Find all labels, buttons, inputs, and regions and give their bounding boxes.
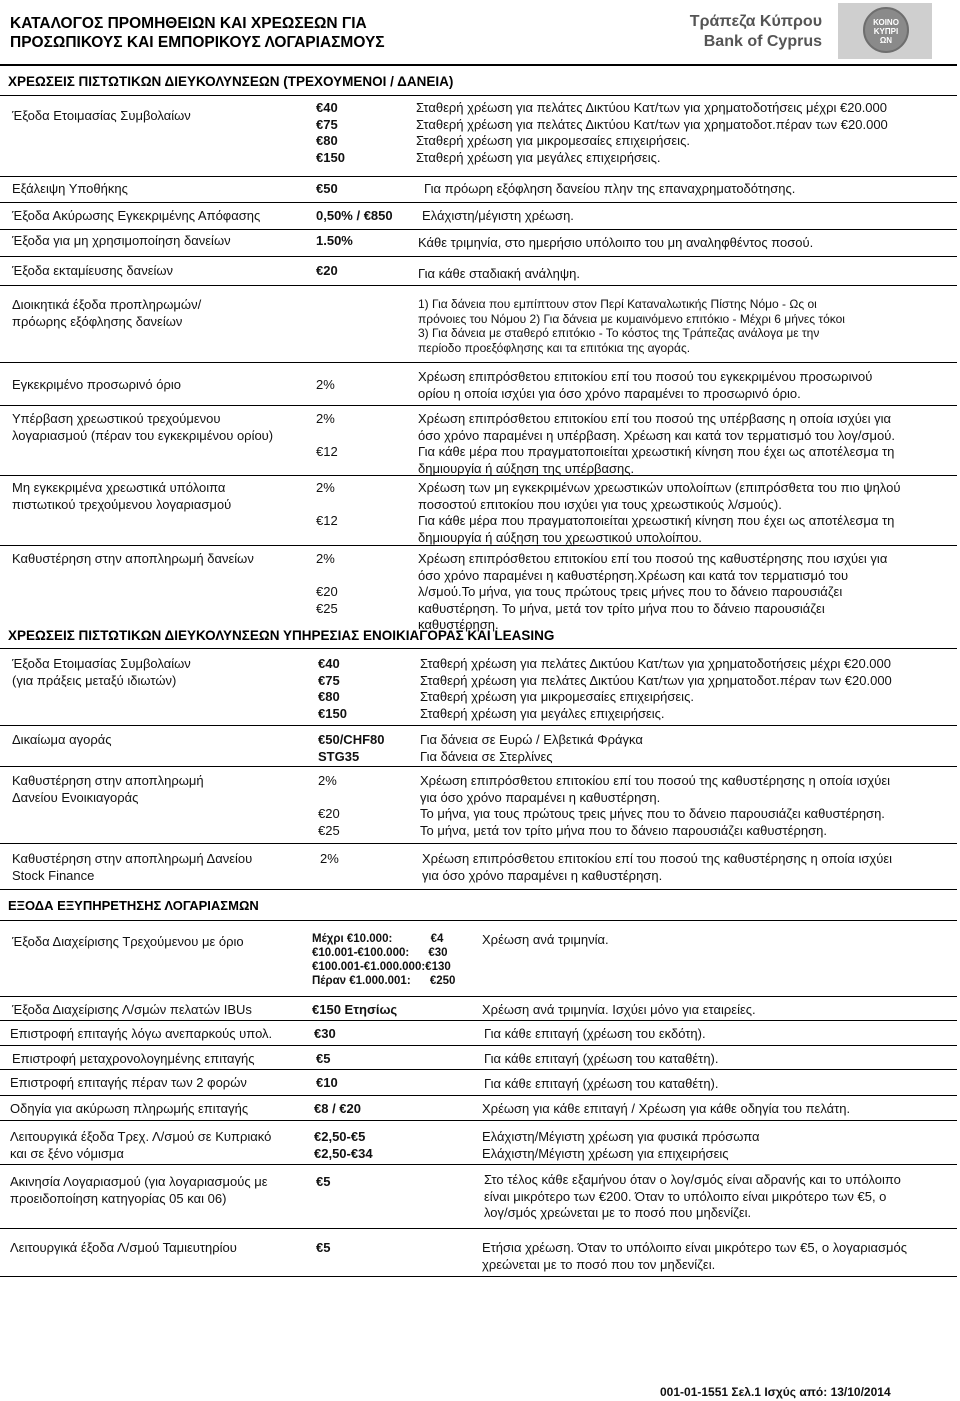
- amount-line: €20: [318, 806, 340, 821]
- fee-description: [484, 1076, 719, 1093]
- fee-label-line: Επιστροφή επιταγής πέραν των 2 φορών: [10, 1075, 247, 1090]
- amount-line: [316, 568, 338, 585]
- desc-line: όσο χρόνο παραμένει η καθυστέρηση.Χρέωση και κατά τον τερματισμό του: [418, 567, 849, 583]
- fee-description: [482, 1240, 954, 1273]
- fee-amount: [316, 233, 353, 250]
- fee-label-line: Μη εγκεκριμένα χρεωστικά υπόλοιπα: [12, 480, 226, 495]
- fee-amount: [314, 1101, 361, 1118]
- amount-line: [318, 790, 340, 807]
- fee-amount: [316, 1240, 330, 1257]
- amount-line: €30: [314, 1026, 336, 1041]
- amount-line: €40: [318, 656, 340, 671]
- row-divider: [0, 229, 957, 230]
- amount-line: €12: [316, 513, 338, 528]
- amount-line: €40: [316, 100, 338, 115]
- fee-label-line: Επιστροφή επιταγής λόγω ανεπαρκούς υπολ.: [10, 1026, 273, 1041]
- fee-description: [482, 932, 609, 949]
- amount-line: 2%: [316, 551, 335, 566]
- amount-line: €80: [316, 133, 338, 148]
- fee-label: [10, 1075, 247, 1092]
- fee-label-line: Έξοδα Ετοιμασίας Συμβολαίων: [12, 108, 191, 123]
- row-divider: [0, 766, 957, 767]
- desc-line: 1) Για δάνεια που εμπίπτουν στον Περί Καταναλωτικής Πίστης Νόμο - Ως οι: [418, 297, 817, 311]
- amount-line: €150 Ετησίως: [312, 1002, 398, 1017]
- amount-line: €10: [316, 1075, 338, 1090]
- fee-description: [416, 100, 888, 166]
- amount-line: €8 / €20: [314, 1101, 361, 1116]
- footer-page: Σελ.1: [731, 1385, 761, 1399]
- amount-line: 2%: [316, 411, 335, 426]
- row-divider: [0, 362, 957, 363]
- fee-label-line: Έξοδα Ετοιμασίας Συμβολαίων: [12, 656, 191, 671]
- fee-label: [12, 551, 254, 568]
- fee-label-line: Stock Finance: [12, 867, 95, 883]
- desc-line: Για κάθε επιταγή (χρέωση του εκδότη).: [484, 1026, 706, 1041]
- row-divider: [0, 1020, 957, 1021]
- fee-amount: [316, 1075, 338, 1092]
- desc-line: δημιουργία ή αύξηση του χρεωστικού υπολοίπου.: [418, 529, 702, 545]
- fee-label: [12, 263, 173, 280]
- amount-line: €75: [318, 672, 340, 688]
- desc-line: Χρέωση για κάθε επιταγή / Χρέωση για κάθε οδηγία του πελάτη.: [482, 1101, 851, 1116]
- fee-label: [10, 1174, 268, 1207]
- desc-line: για όσο χρόνο παραμένει η καθυστέρηση.: [422, 867, 663, 883]
- amount-line: STG35: [318, 748, 360, 764]
- amount-line: €25: [318, 822, 340, 838]
- fee-amount: [316, 551, 338, 617]
- desc-line: καθυστέρηση.: [418, 617, 499, 632]
- fee-label-line: πρόωρης εξόφλησης δανείων: [12, 313, 183, 329]
- row-divider: [0, 95, 957, 96]
- fee-description: [422, 851, 892, 884]
- desc-line: λ/σμού.Το μήνα, για τους πρώτους τρεις μήνες που το δάνειο παρουσιάζει: [418, 584, 843, 599]
- row-divider: [0, 285, 957, 286]
- fee-amount: [316, 480, 338, 530]
- desc-line: Χρέωση επιπρόσθετου επιτοκίου επί του ποσού του εγκεκριμένου προσωρινού: [418, 369, 873, 384]
- amount-line: €80: [318, 689, 340, 704]
- fee-label-line: Υπέρβαση χρεωστικού τρεχούμενου: [12, 411, 221, 426]
- desc-line: χρεώνεται με το ποσό που τον μηδενίζει.: [482, 1256, 716, 1272]
- desc-line: λογ/σμός χρεώνεται με το ποσό που μηδενίζει.: [484, 1205, 752, 1220]
- fee-label: [12, 108, 191, 125]
- fee-amount: [316, 1051, 330, 1068]
- desc-line: Χρέωση επιπρόσθετου επιτοκίου επί του ποσού της καθυστέρησης που ισχύει για: [418, 551, 888, 566]
- desc-line: Χρέωση επιπρόσθετου επιτοκίου επί του ποσού της καθυστέρησης η οποία ισχύει: [422, 851, 892, 866]
- fee-amount: [316, 100, 345, 166]
- desc-line: Σταθερή χρέωση για πελάτες Δικτύου Κατ/των για χρηματοδοτ.πέραν των €20.000: [420, 672, 892, 688]
- row-divider: [0, 1045, 957, 1046]
- desc-line: Για κάθε σταδιακή ανάληψη.: [418, 266, 580, 281]
- fee-label: [12, 934, 244, 951]
- row-divider: [0, 545, 957, 546]
- row-divider: [0, 405, 957, 406]
- fee-description: [484, 1026, 706, 1043]
- fee-label: [10, 1240, 237, 1257]
- row-divider: [0, 843, 957, 844]
- fee-label-line: Έξοδα εκταμίευσης δανείων: [12, 263, 174, 278]
- desc-line: Για κάθε μέρα που πραγματοποιείται χρεωστική κίνηση που έχει ως αποτέλεσμα τη: [418, 513, 895, 528]
- fee-label: [12, 297, 201, 330]
- footer-ref: 001-01-1551: [660, 1385, 729, 1399]
- fee-label-line: Έξοδα Διαχείρισης Λ/σμών πελατών IBUs: [12, 1002, 252, 1017]
- desc-line: ποσοστού επιτοκίου που ισχύει για τους χρεωστικούς λ/σμούς).: [418, 496, 782, 512]
- section-title: ΧΡΕΩΣΕΙΣ ΠΙΣΤΩΤΙΚΩΝ ΔΙΕΥΚΟΛΥΝΣΕΩΝ (ΤΡΕΧΟΥΜΕΝΟΙ / ΔΑΝΕΙΑ): [8, 74, 454, 89]
- fee-amount: [316, 411, 338, 461]
- desc-line: Για πρόωρη εξόφληση δανείου πλην της επαναχρηματοδότησης.: [424, 181, 796, 196]
- title-line: ΠΡΟΣΩΠΙΚΟΥΣ ΚΑΙ ΕΜΠΟΡΙΚΟΥΣ ΛΟΓΑΡΙΑΣΜΟΥΣ: [10, 34, 385, 51]
- fee-description: [418, 551, 888, 632]
- fee-amount: [316, 263, 338, 280]
- amount-line: [316, 428, 338, 445]
- amount-line: 2%: [316, 377, 335, 392]
- desc-line: Χρέωση ανά τριμηνία.: [482, 932, 609, 947]
- fee-label: [10, 1101, 248, 1118]
- row-divider: [0, 920, 957, 921]
- fee-label-line: Οδηγία για ακύρωση πληρωμής επιταγής: [10, 1101, 249, 1116]
- fee-description: [418, 266, 580, 283]
- desc-line: Σταθερή χρέωση για μεγάλες επιχειρήσεις.: [420, 705, 665, 721]
- fee-label: [12, 851, 252, 884]
- fee-label: [12, 656, 191, 689]
- desc-line: Για δάνεια σε Στερλίνες: [420, 748, 553, 764]
- desc-line: δημιουργία ή αύξηση της υπέρβασης.: [418, 460, 635, 476]
- fee-amount: [318, 773, 340, 839]
- desc-line: περίοδο προεξόφλησης και τα επιτόκια της αγοράς.: [418, 340, 691, 355]
- amount-line: €50/CHF80: [318, 732, 385, 747]
- desc-line: Σταθερή χρέωση για μικρομεσαίες επιχειρήσεις.: [416, 133, 690, 148]
- amount-line: €5: [316, 1051, 331, 1066]
- amount-line: €150: [318, 705, 347, 721]
- bank-logo: [838, 3, 932, 59]
- fee-label-line: (για πράξεις μεταξύ ιδιωτών): [12, 672, 177, 688]
- fee-description: [484, 1172, 901, 1222]
- footer-valid-from: Ισχύς από: 13/10/2014: [764, 1385, 891, 1399]
- fee-label-line: Έξοδα Ακύρωσης Εγκεκριμένης Απόφασης: [12, 208, 261, 223]
- amount-line: €25: [316, 600, 338, 616]
- fee-label: [10, 1129, 271, 1162]
- amount-line: 1.50%: [316, 233, 353, 248]
- amount-line: €10.001-€100.000: €30: [312, 947, 448, 959]
- row-divider: [0, 475, 957, 476]
- fee-label-line: Λειτουργικά έξοδα Λ/σμού Ταμιευτηρίου: [10, 1240, 237, 1255]
- fee-label-line: Δικαίωμα αγοράς: [12, 732, 112, 747]
- desc-line: ορίου η οποία ισχύει για όσο χρόνο παραμένει το προσωρινό όριο.: [418, 385, 801, 401]
- amount-line: 2%: [316, 480, 335, 495]
- logo-coin-icon: [863, 7, 909, 53]
- desc-line: Χρέωση ανά τριμηνία. Ισχύει μόνο για εταιρείες.: [482, 1002, 756, 1017]
- fee-amount: [316, 377, 335, 394]
- desc-line: Για δάνεια σε Ευρώ / Ελβετικά Φράγκα: [420, 732, 643, 747]
- fee-label: [12, 411, 273, 444]
- fee-description: [418, 369, 872, 402]
- desc-line: Σταθερή χρέωση για πελάτες Δικτύου Κατ/των για χρηματοδοτήσεις μέχρι €20.000: [420, 656, 891, 671]
- row-divider: [0, 996, 957, 997]
- fee-label: [12, 732, 112, 749]
- desc-line: Χρέωση των μη εγκεκριμένων χρεωστικών υπολοίπων (επιπρόσθετα του πιο ψηλού: [418, 480, 901, 495]
- amount-line: €75: [316, 116, 338, 132]
- desc-line: για όσο χρόνο παραμένει η καθυστέρηση.: [420, 789, 661, 805]
- section-title: ΧΡΕΩΣΕΙΣ ΠΙΣΤΩΤΙΚΩΝ ΔΙΕΥΚΟΛΥΝΣΕΩΝ ΥΠΗΡΕΣΙΑΣ ΕΝΟΙΚΙΑΓΟΡΑΣ ΚΑΙ LEASING: [8, 628, 555, 643]
- header-divider: [0, 64, 957, 66]
- fee-description: [482, 1101, 850, 1118]
- amount-line: €2,50-€34: [314, 1145, 373, 1161]
- title-line: ΚΑΤΑΛΟΓΟΣ ΠΡΟΜΗΘΕΙΩΝ ΚΑΙ ΧΡΕΩΣΕΩΝ ΓΙΑ: [10, 15, 367, 32]
- amount-line: €100.001-€1.000.000:€130: [312, 961, 451, 973]
- desc-line: Χρέωση επιπρόσθετου επιτοκίου επί του ποσού της υπέρβασης η οποία ισχύει για: [418, 411, 892, 426]
- amount-line: Μέχρι €10.000: €4: [312, 933, 444, 945]
- fee-amount: [314, 1026, 336, 1043]
- amount-line: €20: [316, 584, 338, 599]
- desc-line: Σταθερή χρέωση για μικρομεσαίες επιχειρήσεις.: [420, 689, 694, 704]
- fee-description: [420, 732, 643, 765]
- desc-line: Ελάχιστη/Μέγιστη χρέωση για επιχειρήσεις: [482, 1145, 729, 1161]
- section-title: ΕΞΟΔΑ ΕΞΥΠΗΡΕΤΗΣΗΣ ΛΟΓΑΡΙΑΣΜΩΝ: [8, 898, 259, 913]
- amount-line: €2,50-€5: [314, 1129, 366, 1144]
- fee-label-line: Εγκεκριμένο προσωρινό όριο: [12, 377, 182, 392]
- desc-line: Σταθερή χρέωση για πελάτες Δικτύου Κατ/των για χρηματοδοτήσεις μέχρι €20.000: [416, 100, 887, 115]
- fee-description: [424, 181, 795, 198]
- desc-line: Ετήσια χρέωση. Όταν το υπόλοιπο είναι μικρότερο των €5, ο λογαριασμός: [482, 1240, 908, 1255]
- desc-line: Για κάθε επιταγή (χρέωση του καταθέτη).: [484, 1076, 719, 1091]
- fee-label-line: Επιστροφή μεταχρονολογημένης επιταγής: [12, 1051, 255, 1066]
- fee-label-line: Έξοδα για μη χρησιμοποίηση δανείων: [12, 233, 231, 248]
- fee-label: [12, 1051, 255, 1068]
- fee-label-line: Καθυστέρηση στην αποπληρωμή δανείων: [12, 551, 254, 566]
- fee-amount: [314, 1129, 373, 1162]
- amount-line: €5: [316, 1240, 331, 1255]
- fee-description: [418, 411, 895, 477]
- amount-line: Πέραν €1.000.001: €250: [312, 975, 456, 987]
- desc-line: Κάθε τριμηνία, στο ημερήσιο υπόλοιπο του μη αναληφθέντος ποσού.: [418, 235, 814, 250]
- desc-line: είναι μικρότερο των €200. Όταν το υπόλοιπο είναι μικρότερο των €5, ο: [484, 1188, 887, 1204]
- fee-description: [420, 773, 890, 839]
- fee-label-line: λογαριασμού (πέραν του εγκεκριμένου ορίου): [12, 427, 274, 443]
- fee-description: [422, 208, 574, 225]
- fee-label-line: Καθυστέρηση στην αποπληρωμή: [12, 773, 204, 788]
- row-divider: [0, 202, 957, 203]
- row-divider: [0, 889, 957, 890]
- fee-description: [482, 1129, 760, 1162]
- bank-name: [690, 12, 822, 52]
- fee-label-line: Διοικητικά έξοδα προπληρωμών/: [12, 297, 202, 312]
- fee-label-line: και σε ξένο νόμισμα: [10, 1145, 124, 1161]
- desc-line: Το μήνα, μετά τον τρίτο μήνα που το δάνειο παρουσιάζει καθυστέρηση.: [420, 822, 827, 838]
- desc-line: καθυστέρηση. Το μήνα, μετά τον τρίτο μήνα που το δάνειο παρουσιάζει: [418, 600, 825, 616]
- fee-label-line: Εξάλειψη Υποθήκης: [12, 181, 128, 196]
- fee-description: [418, 480, 900, 546]
- logo-text: ΚΥΠΡΙ: [873, 27, 899, 36]
- desc-line: 3) Για δάνεια με σταθερό επιτόκιο - Το κόστος της Τράπεζας ανάλογα με την: [418, 326, 820, 340]
- row-divider: [0, 648, 957, 649]
- amount-line: €20: [316, 263, 338, 278]
- desc-line: Για κάθε επιταγή (χρέωση του καταθέτη).: [484, 1051, 719, 1066]
- fee-amount: [316, 1174, 330, 1191]
- fee-label: [12, 233, 231, 250]
- desc-line: Ελάχιστη/μέγιστη χρέωση.: [422, 208, 574, 223]
- row-divider: [0, 1228, 957, 1229]
- row-divider: [0, 256, 957, 257]
- fee-label-line: Έξοδα Διαχείρισης Τρεχούμενου με όριο: [12, 934, 244, 949]
- fee-label-line: προειδοποίηση κατηγορίας 05 και 06): [10, 1190, 227, 1206]
- amount-line: 0,50% / €850: [316, 208, 393, 223]
- fee-description: [420, 656, 892, 722]
- document-title: [10, 14, 570, 52]
- fee-amount: [312, 932, 455, 988]
- fee-label: [12, 773, 204, 806]
- fee-label: [12, 480, 231, 513]
- row-divider: [0, 725, 957, 726]
- fee-amount: [320, 851, 339, 868]
- row-divider: [0, 1276, 957, 1277]
- desc-line: Ελάχιστη/Μέγιστη χρέωση για φυσικά πρόσωπα: [482, 1129, 760, 1144]
- fee-amount: [316, 181, 338, 198]
- fee-label: [12, 181, 128, 198]
- amount-line: 2%: [320, 851, 339, 866]
- desc-line: όσο χρόνο παραμένει η υπέρβαση. Χρέωση και κατά τον τερματισμό του λογ/σμού.: [418, 427, 895, 443]
- fee-label-line: πιστωτικού τρεχούμενου λογαριασμού: [12, 496, 232, 512]
- amount-line: €50: [316, 181, 338, 196]
- bank-name-english: Bank of Cyprus: [703, 33, 822, 50]
- fee-label: [10, 1026, 272, 1043]
- fee-label-line: Ακινησία Λογαριασμού (για λογαριασμούς με: [10, 1174, 268, 1189]
- logo-text: ΩΝ: [879, 36, 893, 45]
- desc-line: Το μήνα, για τους πρώτους τρεις μήνες που το δάνειο παρουσιάζει καθυστέρηση.: [420, 806, 885, 821]
- bank-name-greek: Τράπεζα Κύπρου: [689, 13, 822, 30]
- fee-label: [12, 377, 181, 394]
- fee-amount: [318, 656, 347, 722]
- fee-amount: [318, 732, 384, 765]
- amount-line: €5: [316, 1174, 331, 1189]
- fee-description: [418, 235, 813, 252]
- desc-line: Στο τέλος κάθε εξαμήνου όταν ο λογ/σμός είναι αδρανής και το υπόλοιπο: [484, 1172, 901, 1187]
- amount-line: €150: [316, 149, 345, 165]
- fee-label-line: Καθυστέρηση στην αποπληρωμή Δανείου: [12, 851, 253, 866]
- row-divider: [0, 1095, 957, 1096]
- page-footer: [660, 1385, 891, 1399]
- fee-description: [418, 297, 845, 355]
- logo-text: ΚΟΙΝΟ: [873, 18, 899, 27]
- amount-line: 2%: [318, 773, 337, 788]
- fee-label-line: Λειτουργικά έξοδα Τρεχ. Λ/σμού σε Κυπριακό: [10, 1129, 272, 1144]
- fee-description: [482, 1002, 756, 1019]
- row-divider: [0, 1120, 957, 1121]
- fee-description: [484, 1051, 719, 1068]
- row-divider: [0, 1164, 957, 1165]
- desc-line: Για κάθε μέρα που πραγματοποιείται χρεωστική κίνηση που έχει ως αποτέλεσμα τη: [418, 444, 895, 459]
- row-divider: [0, 176, 957, 177]
- desc-line: Σταθερή χρέωση για πελάτες Δικτύου Κατ/των για χρηματοδοτ.πέραν των €20.000: [416, 116, 888, 132]
- desc-line: πρόνοιες του Νόμου 2) Για δάνεια με κυμαινόμενο επιτόκιο - Μέχρι 6 μήνες τόκοι: [418, 311, 845, 326]
- row-divider: [0, 1069, 957, 1070]
- amount-line: €12: [316, 444, 338, 459]
- fee-label: [12, 208, 260, 225]
- fee-amount: [316, 208, 393, 225]
- fee-label: [12, 1002, 252, 1019]
- fee-label-line: Δανείου Ενοικιαγοράς: [12, 789, 139, 805]
- desc-line: Σταθερή χρέωση για μεγάλες επιχειρήσεις.: [416, 149, 661, 165]
- desc-line: Χρέωση επιπρόσθετου επιτοκίου επί του ποσού της καθυστέρησης η οποία ισχύει: [420, 773, 890, 788]
- fee-amount: [312, 1002, 397, 1019]
- amount-line: [316, 497, 338, 514]
